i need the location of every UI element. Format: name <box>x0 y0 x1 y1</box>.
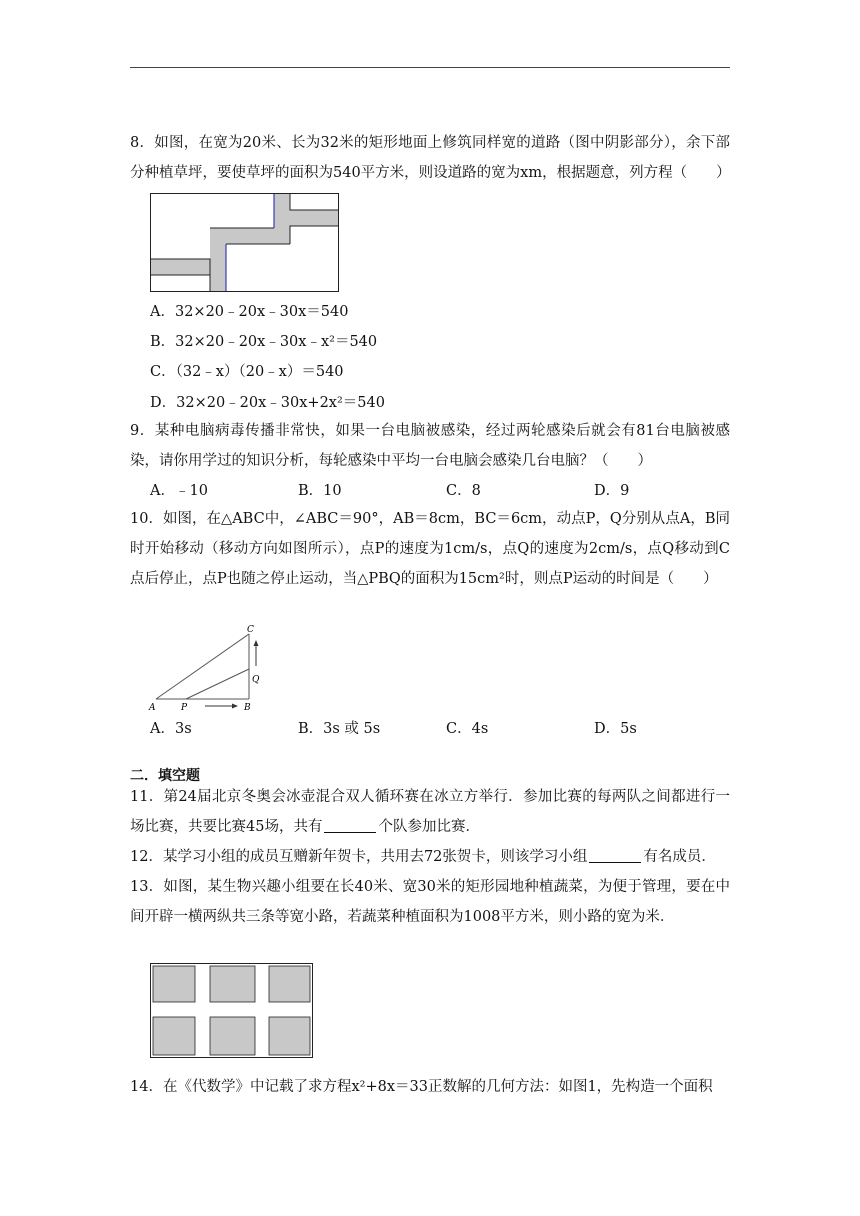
question-text-after: 有名成员． <box>643 849 716 865</box>
q8-road-figure <box>150 193 340 293</box>
question-9 <box>130 416 730 476</box>
question-13 <box>130 872 730 932</box>
q8-option-a: A．32×20﹣20x﹣30x＝540 <box>150 304 349 320</box>
question-number: 10． <box>130 511 163 527</box>
question-14 <box>130 1072 730 1102</box>
question-12 <box>130 842 730 872</box>
q8-option-c: C．（32﹣x）（20﹣x）＝540 <box>150 364 344 380</box>
q10-option-a: A．3s <box>150 721 192 737</box>
question-11 <box>130 782 730 842</box>
label-c: C <box>247 625 254 635</box>
q9-option-a: A．﹣10 <box>150 483 208 499</box>
q13-garden-figure <box>150 963 314 1059</box>
label-p: P <box>181 703 188 713</box>
label-q: Q <box>252 675 260 685</box>
question-number: 14． <box>130 1079 163 1095</box>
question-8 <box>130 128 730 188</box>
q9-option-b: B．10 <box>298 483 342 499</box>
question-text-after: 个队参加比赛． <box>378 819 480 835</box>
question-number: 12． <box>130 849 163 865</box>
section-title: 二．填空题 <box>130 768 200 784</box>
question-text: 某学习小组的成员互赠新年贺卡，共用去72张贺卡，则该学习小组 <box>162 849 588 865</box>
q10-option-b: B．3s 或 5s <box>298 721 381 737</box>
label-a: A <box>149 703 156 713</box>
q10-option-c: C．4s <box>446 721 489 737</box>
question-number: 8． <box>130 135 155 151</box>
question-text: 如图，在宽为20米、长为32米的矩形地面上修筑同样宽的道路（图中阴影部分），余下部分种植草坪，要使草坪的面积为540平方米，则设道路的宽为xm，根据题意，列方程（ ） <box>130 135 731 181</box>
question-10 <box>130 504 730 594</box>
question-text: 如图，在△ABC中，∠ABC＝90°，AB＝8cm，BC＝6cm，动点P，Q分别从点A，B同时开始移动（移动方向如图所示），点P的速度为1cm/s，点Q的速度为2cm/s，点Q移动到C点后停止，点P也随之停止运动，当△PBQ的面积为15cm²时，则点P运动的时间是（ ） <box>130 511 730 587</box>
answer-blank[interactable] <box>589 848 641 863</box>
header-rule <box>130 67 730 68</box>
q8-option-d: D．32×20﹣20x﹣30x+2x²＝540 <box>150 395 385 411</box>
question-text: 第24届北京冬奥会冰壶混合双人循环赛在冰立方举行．参加比赛的每两队之间都进行一场比赛，共要比赛45场，共有 <box>130 789 730 835</box>
q8-option-b: B．32×20﹣20x﹣30x﹣x²＝540 <box>150 334 378 350</box>
question-text: 如图，某生物兴趣小组要在长40米、宽30米的矩形园地种植蔬菜，为便于管理，要在中间开辟一横两纵共三条等宽小路，若蔬菜种植面积为1008平方米，则小路的宽为米． <box>130 879 730 925</box>
q10-option-d: D．5s <box>594 721 637 737</box>
answer-blank[interactable] <box>324 818 376 833</box>
question-text: 某种电脑病毒传播非常快，如果一台电脑被感染，经过两轮感染后就会有81台电脑被感染，请你用学过的知识分析，每轮感染中平均一台电脑会感染几台电脑？（ ） <box>130 423 730 469</box>
question-text: 在《代数学》中记载了求方程x²+8x＝33正数解的几何方法：如图1，先构造一个面积 <box>162 1079 713 1095</box>
question-number: 13． <box>130 879 164 895</box>
q10-triangle-figure <box>148 626 263 712</box>
label-b: B <box>244 703 251 713</box>
q9-option-d: D．9 <box>594 483 630 499</box>
question-number: 11． <box>130 789 164 805</box>
question-number: 9． <box>130 423 155 439</box>
q9-option-c: C．8 <box>446 483 481 499</box>
